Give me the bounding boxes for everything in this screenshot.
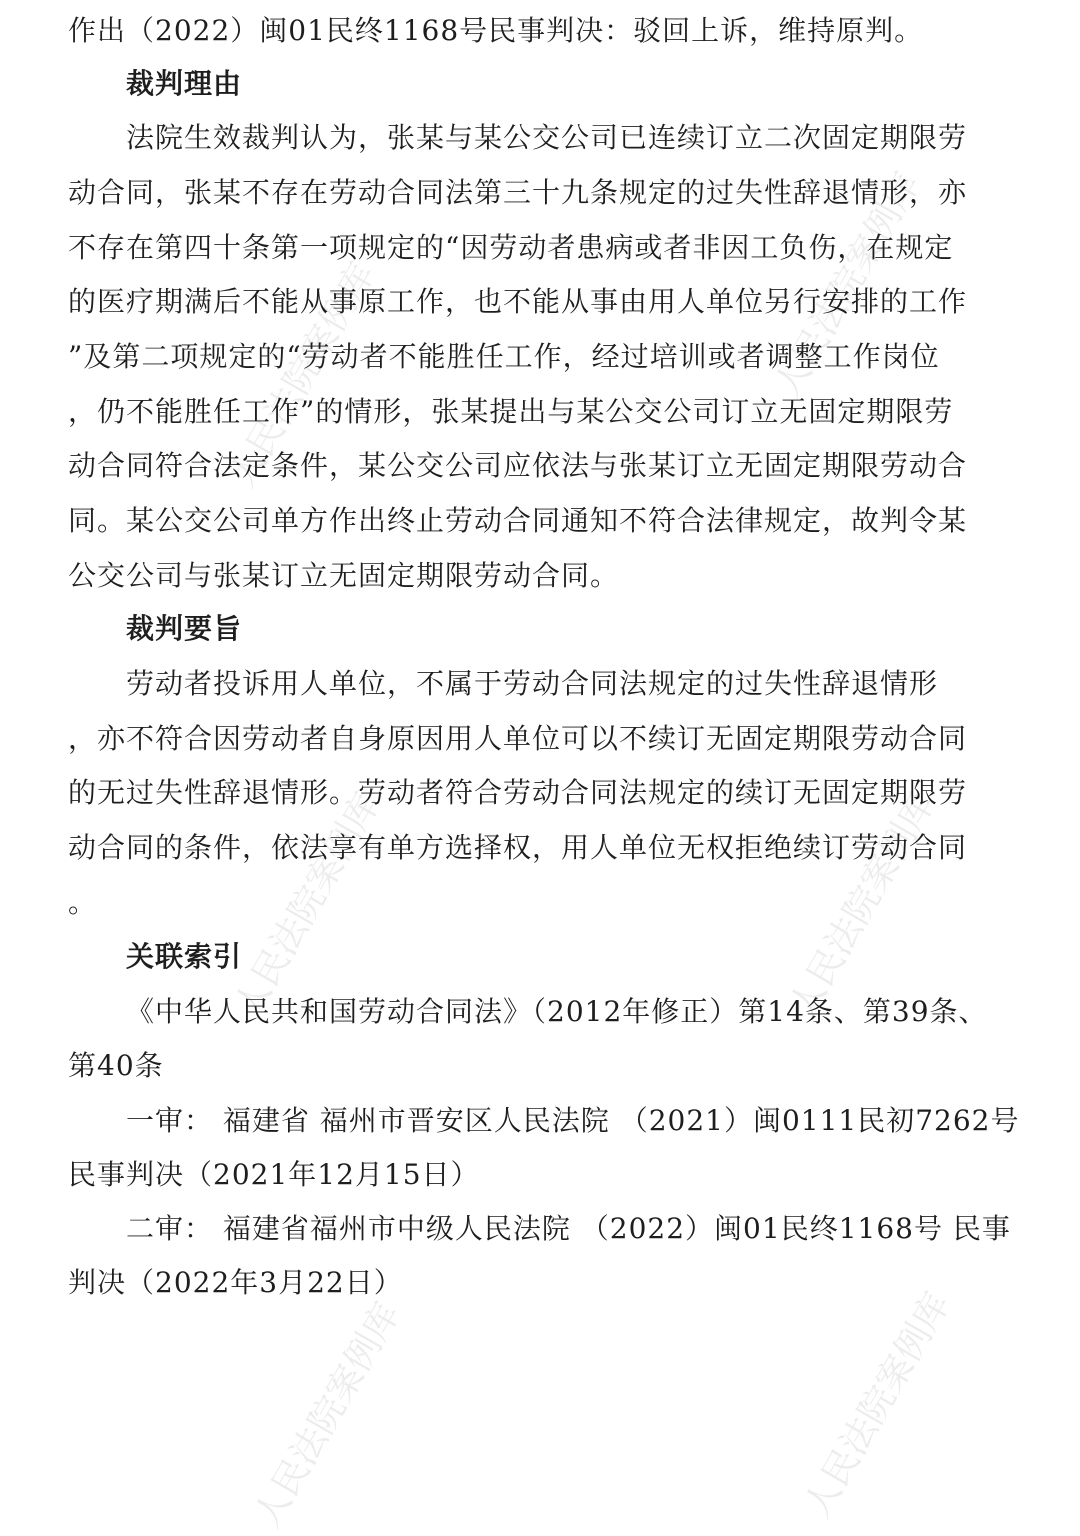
paragraph-line: 的医疗期满后不能从事原工作，也不能从事由用人单位另行安排的工作 [68, 285, 968, 318]
paragraph-line: 。 [68, 886, 98, 919]
watermark: 人民法院案例库 [796, 1285, 959, 1525]
paragraph-line: 作出（2022）闽01民终1168号民事判决：驳回上诉，维持原判。 [68, 14, 924, 47]
paragraph-line: 同。某公交公司单方作出终止劳动合同通知不符合法律规定，故判令某 [68, 504, 968, 537]
paragraph-line: 公交公司与张某订立无固定期限劳动合同。 [68, 559, 620, 592]
section-heading-gist: 裁判要旨 [126, 612, 243, 645]
paragraph-line: 一审： 福建省 福州市晋安区人民法院 （2021）闽0111民初7262号 [126, 1104, 1020, 1137]
section-heading-reasoning: 裁判理由 [126, 67, 243, 100]
paragraph-line: 民事判决（2021年12月15日） [68, 1158, 480, 1191]
paragraph-line: 动合同的条件，依法享有单方选择权，用人单位无权拒绝续订劳动合同 [68, 831, 968, 864]
paragraph-line: ”及第二项规定的“劳动者不能胜任工作，经过培训或者调整工作岗位 [68, 340, 940, 373]
watermark: 人民法院案例库 [226, 785, 389, 1025]
paragraph-line: 第40条 [68, 1049, 164, 1082]
watermark: 人民法院案例库 [221, 255, 384, 495]
watermark: 人民法院案例库 [246, 1295, 409, 1535]
paragraph-line: 判决（2022年3月22日） [68, 1266, 403, 1299]
paragraph-line: ，仍不能胜任工作”的情形，张某提出与某公交公司订立无固定期限劳 [68, 395, 954, 428]
paragraph-line: 二审： 福建省福州市中级人民法院 （2022）闽01民终1168号 民事 [126, 1212, 1011, 1245]
paragraph-line: 不存在第四十条第一项规定的“因劳动者患病或者非因工负伤，在规定 [68, 231, 954, 264]
paragraph-line: ，亦不符合因劳动者自身原因用人单位可以不续订无固定期限劳动合同 [68, 722, 968, 755]
paragraph-line: 法院生效裁判认为，张某与某公交公司已连续订立二次固定期限劳 [126, 121, 968, 154]
paragraph-line: 《中华人民共和国劳动合同法》（2012年修正）第14条、第39条、 [126, 995, 988, 1028]
paragraph-line: 劳动者投诉用人单位，不属于劳动合同法规定的过失性辞退情形 [126, 667, 939, 700]
paragraph-line: 的无过失性辞退情形。劳动者符合劳动合同法规定的续订无固定期限劳 [68, 776, 968, 809]
paragraph-line: 动合同，张某不存在劳动合同法第三十九条规定的过失性辞退情形，亦 [68, 176, 968, 209]
watermark: 人民法院案例库 [781, 785, 944, 1025]
watermark: 人民法院案例库 [766, 165, 929, 405]
paragraph-line: 动合同符合法定条件，某公交公司应依法与张某订立无固定期限劳动合 [68, 449, 968, 482]
section-heading-index: 关联索引 [126, 940, 243, 973]
